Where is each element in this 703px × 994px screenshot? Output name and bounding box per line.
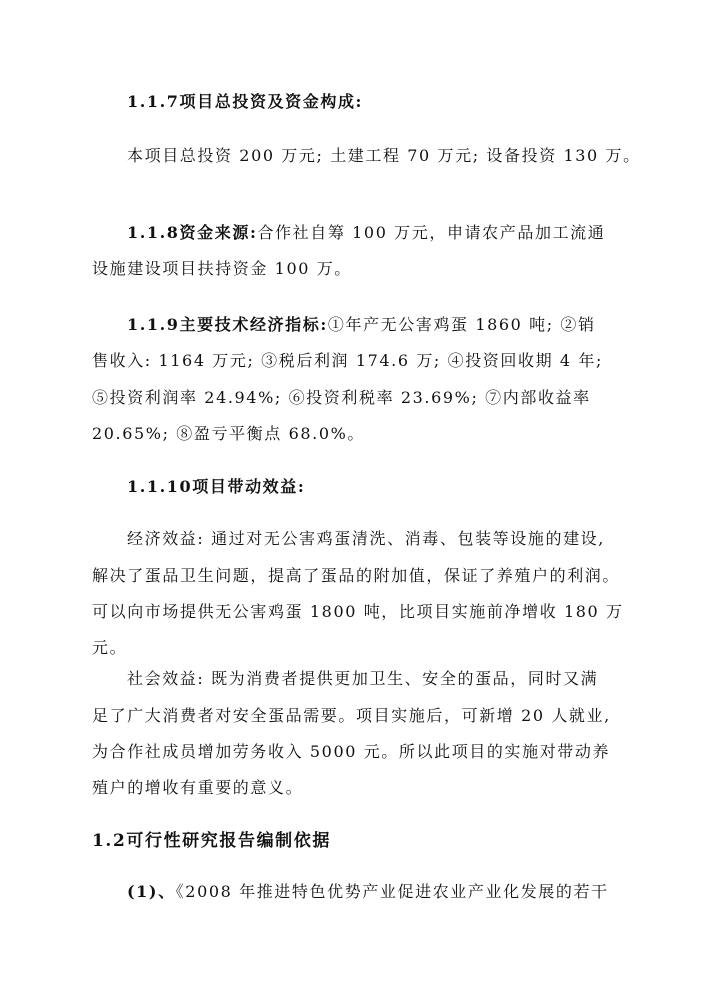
section-1-2-heading: 1.2可行性研究报告编制依据 bbox=[92, 831, 331, 851]
section-1-1-10-heading: 1.1.10项目带动效益: bbox=[127, 477, 306, 496]
section-1-1-9-line1 bbox=[127, 314, 596, 336]
social-benefit-line: 殖户的增收有重要的意义。 bbox=[92, 778, 304, 797]
section-1-1-9-label: 1.1.9主要技术经济指标: bbox=[127, 315, 328, 334]
econ-benefit-line: 解决了蛋品卫生问题，提高了蛋品的附加值，保证了养殖户的利润。 bbox=[92, 566, 621, 585]
section-1-1-8-line1 bbox=[127, 222, 605, 244]
section-1-1-8-line2: 设施建设项目扶持资金 100 万。 bbox=[92, 259, 352, 278]
section-1-1-9-line2: 售收入: 1164 万元; ③税后利润 174.6 万; ④投资回收期 4 年; bbox=[92, 351, 603, 370]
section-1-2-item-1 bbox=[127, 881, 609, 903]
section-1-1-9-line4: 20.65%; ⑧盈亏平衡点 68.0%。 bbox=[92, 424, 365, 443]
section-1-1-8-text: 合作社自筹 100 万元，申请农产品加工流通 bbox=[257, 223, 606, 242]
section-1-1-9-text: ①年产无公害鸡蛋 1860 吨; ②销 bbox=[327, 315, 596, 334]
item-1-text: 《2008 年推进特色优势产业促进农业产业化发展的若干 bbox=[175, 882, 609, 901]
econ-benefit-line: 可以向市场提供无公害鸡蛋 1800 吨，比项目实施前净增收 180 万 bbox=[92, 602, 624, 621]
econ-benefit-line: 元。 bbox=[92, 638, 128, 657]
section-1-1-8-label: 1.1.8资金来源: bbox=[127, 223, 258, 242]
social-benefit-line: 为合作社成员增加劳务收入 5000 元。所以此项目的实施对带动养 bbox=[92, 742, 611, 761]
section-1-1-7-text: 本项目总投资 200 万元; 土建工程 70 万元; 设备投资 130 万。 bbox=[127, 146, 641, 165]
social-benefit-line: 社会效益: 既为消费者提供更加卫生、安全的蛋品，同时又满 bbox=[127, 669, 599, 688]
social-benefit-line: 足了广大消费者对安全蛋品需要。项目实施后，可新增 20 人就业, bbox=[92, 706, 611, 725]
econ-benefit-line: 经济效益: 通过对无公害鸡蛋清洗、消毒、包装等设施的建设, bbox=[127, 529, 605, 548]
item-1-prefix: (1)、 bbox=[127, 882, 176, 901]
section-1-1-7-heading: 1.1.7项目总投资及资金构成: bbox=[127, 92, 364, 111]
section-1-1-9-line3: ⑤投资利润率 24.94%; ⑥投资利税率 23.69%; ⑦内部收益率 bbox=[92, 388, 591, 407]
